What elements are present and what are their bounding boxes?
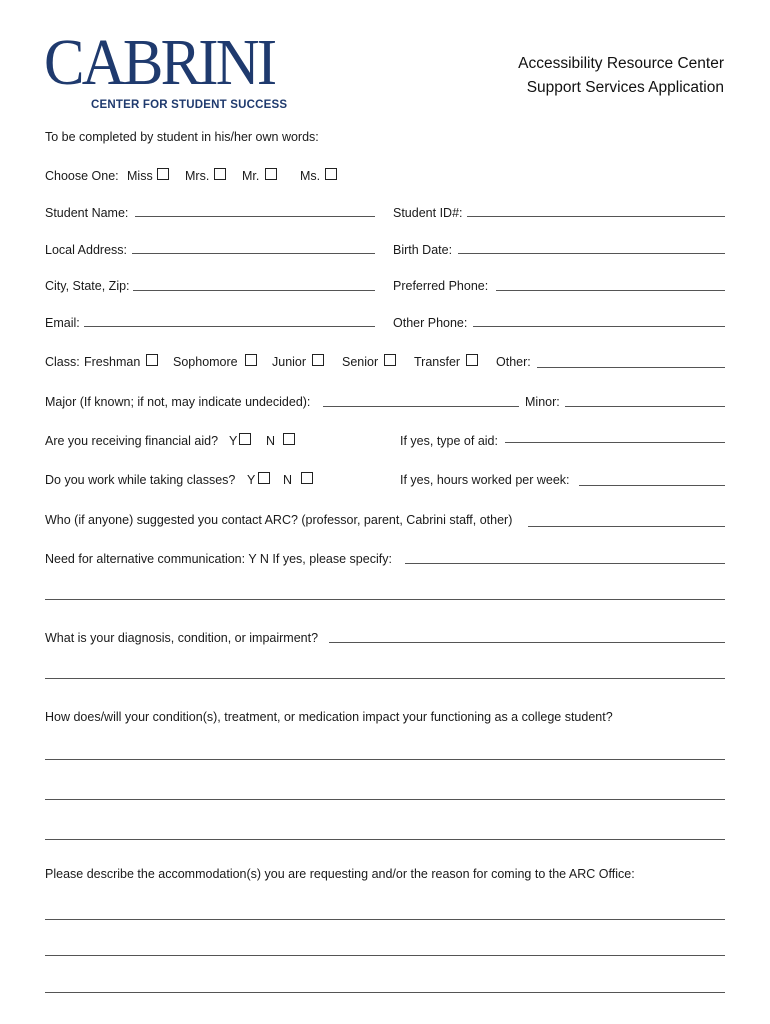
birth-date-label: Birth Date: bbox=[393, 243, 453, 257]
local-address-field[interactable] bbox=[132, 253, 375, 254]
choose-one-label: Choose One: bbox=[45, 169, 119, 183]
work-label: Do you work while taking classes? bbox=[45, 473, 236, 487]
aid-yes-checkbox[interactable] bbox=[239, 433, 251, 445]
title-mr-checkbox[interactable] bbox=[265, 168, 277, 180]
work-no-checkbox[interactable] bbox=[301, 472, 313, 484]
work-yes-label: Y bbox=[247, 473, 256, 487]
diagnosis-field-line2[interactable] bbox=[45, 678, 725, 679]
hours-field[interactable] bbox=[579, 485, 725, 486]
accommodations-label: Please describe the accommodation(s) you are requesting and/or the reason for coming to the ARC Office: bbox=[45, 867, 635, 881]
form-title-line2: Support Services Application bbox=[526, 79, 724, 96]
cabrini-logo: CABRINI bbox=[44, 26, 275, 99]
alt-comm-field[interactable] bbox=[405, 563, 725, 564]
student-name-field[interactable] bbox=[135, 216, 375, 217]
birth-date-field[interactable] bbox=[458, 253, 725, 254]
class-freshman-checkbox[interactable] bbox=[146, 354, 158, 366]
title-mrs-label: Mrs. bbox=[185, 169, 210, 183]
logo-subtitle: CENTER FOR STUDENT SUCCESS bbox=[91, 99, 288, 111]
impact-field-line3[interactable] bbox=[45, 839, 725, 840]
who-suggested-label: Who (if anyone) suggested you contact ARC? (professor, parent, Cabrini staff, other) bbox=[45, 513, 513, 527]
class-other-label: Other: bbox=[496, 355, 531, 369]
intro-text: To be completed by student in his/her own words: bbox=[45, 130, 319, 144]
class-senior-checkbox[interactable] bbox=[384, 354, 396, 366]
form-title-line1: Accessibility Resource Center bbox=[518, 55, 724, 72]
city-state-zip-field[interactable] bbox=[133, 290, 375, 291]
major-field[interactable] bbox=[323, 406, 519, 407]
class-transfer-label: Transfer bbox=[414, 355, 461, 369]
other-phone-label: Other Phone: bbox=[393, 316, 468, 330]
class-label: Class: bbox=[45, 355, 80, 369]
who-suggested-field[interactable] bbox=[528, 526, 725, 527]
class-junior-checkbox[interactable] bbox=[312, 354, 324, 366]
title-ms-checkbox[interactable] bbox=[325, 168, 337, 180]
aid-yes-label: Y bbox=[229, 434, 238, 448]
aid-type-label: If yes, type of aid: bbox=[400, 434, 498, 448]
preferred-phone-label: Preferred Phone: bbox=[393, 279, 489, 293]
impact-label: How does/will your condition(s), treatment, or medication impact your functioning as a college student? bbox=[45, 710, 613, 724]
class-transfer-checkbox[interactable] bbox=[466, 354, 478, 366]
other-phone-field[interactable] bbox=[473, 326, 725, 327]
major-label: Major (If known; if not, may indicate undecided): bbox=[45, 395, 311, 409]
class-sophomore-label: Sophomore bbox=[173, 355, 238, 369]
work-no-label: N bbox=[283, 473, 293, 487]
email-field[interactable] bbox=[84, 326, 375, 327]
class-sophomore-checkbox[interactable] bbox=[245, 354, 257, 366]
minor-label: Minor: bbox=[525, 395, 560, 409]
impact-field-line2[interactable] bbox=[45, 799, 725, 800]
work-yes-checkbox[interactable] bbox=[258, 472, 270, 484]
diagnosis-label: What is your diagnosis, condition, or impairment? bbox=[45, 631, 319, 645]
financial-aid-label: Are you receiving financial aid? bbox=[45, 434, 219, 448]
student-id-label: Student ID#: bbox=[393, 206, 463, 220]
alt-comm-field-line2[interactable] bbox=[45, 599, 725, 600]
accommodations-field-line1[interactable] bbox=[45, 919, 725, 920]
aid-type-field[interactable] bbox=[505, 442, 725, 443]
local-address-label: Local Address: bbox=[45, 243, 127, 257]
title-miss-label: Miss bbox=[127, 169, 153, 183]
class-senior-label: Senior bbox=[342, 355, 379, 369]
class-junior-label: Junior bbox=[272, 355, 307, 369]
preferred-phone-field[interactable] bbox=[496, 290, 725, 291]
class-other-field[interactable] bbox=[537, 367, 725, 368]
title-mrs-checkbox[interactable] bbox=[214, 168, 226, 180]
email-label: Email: bbox=[45, 316, 80, 330]
impact-field-line1[interactable] bbox=[45, 759, 725, 760]
aid-no-checkbox[interactable] bbox=[283, 433, 295, 445]
minor-field[interactable] bbox=[565, 406, 725, 407]
title-miss-checkbox[interactable] bbox=[157, 168, 169, 180]
accommodations-field-line3[interactable] bbox=[45, 992, 725, 993]
accommodations-field-line2[interactable] bbox=[45, 955, 725, 956]
city-state-zip-label: City, State, Zip: bbox=[45, 279, 130, 293]
student-id-field[interactable] bbox=[467, 216, 725, 217]
alt-comm-label: Need for alternative communication: Y N If yes, please specify: bbox=[45, 552, 392, 566]
aid-no-label: N bbox=[266, 434, 276, 448]
title-ms-label: Ms. bbox=[300, 169, 321, 183]
student-name-label: Student Name: bbox=[45, 206, 129, 220]
title-mr-label: Mr. bbox=[242, 169, 260, 183]
class-freshman-label: Freshman bbox=[84, 355, 141, 369]
hours-label: If yes, hours worked per week: bbox=[400, 473, 570, 487]
diagnosis-field[interactable] bbox=[329, 642, 725, 643]
